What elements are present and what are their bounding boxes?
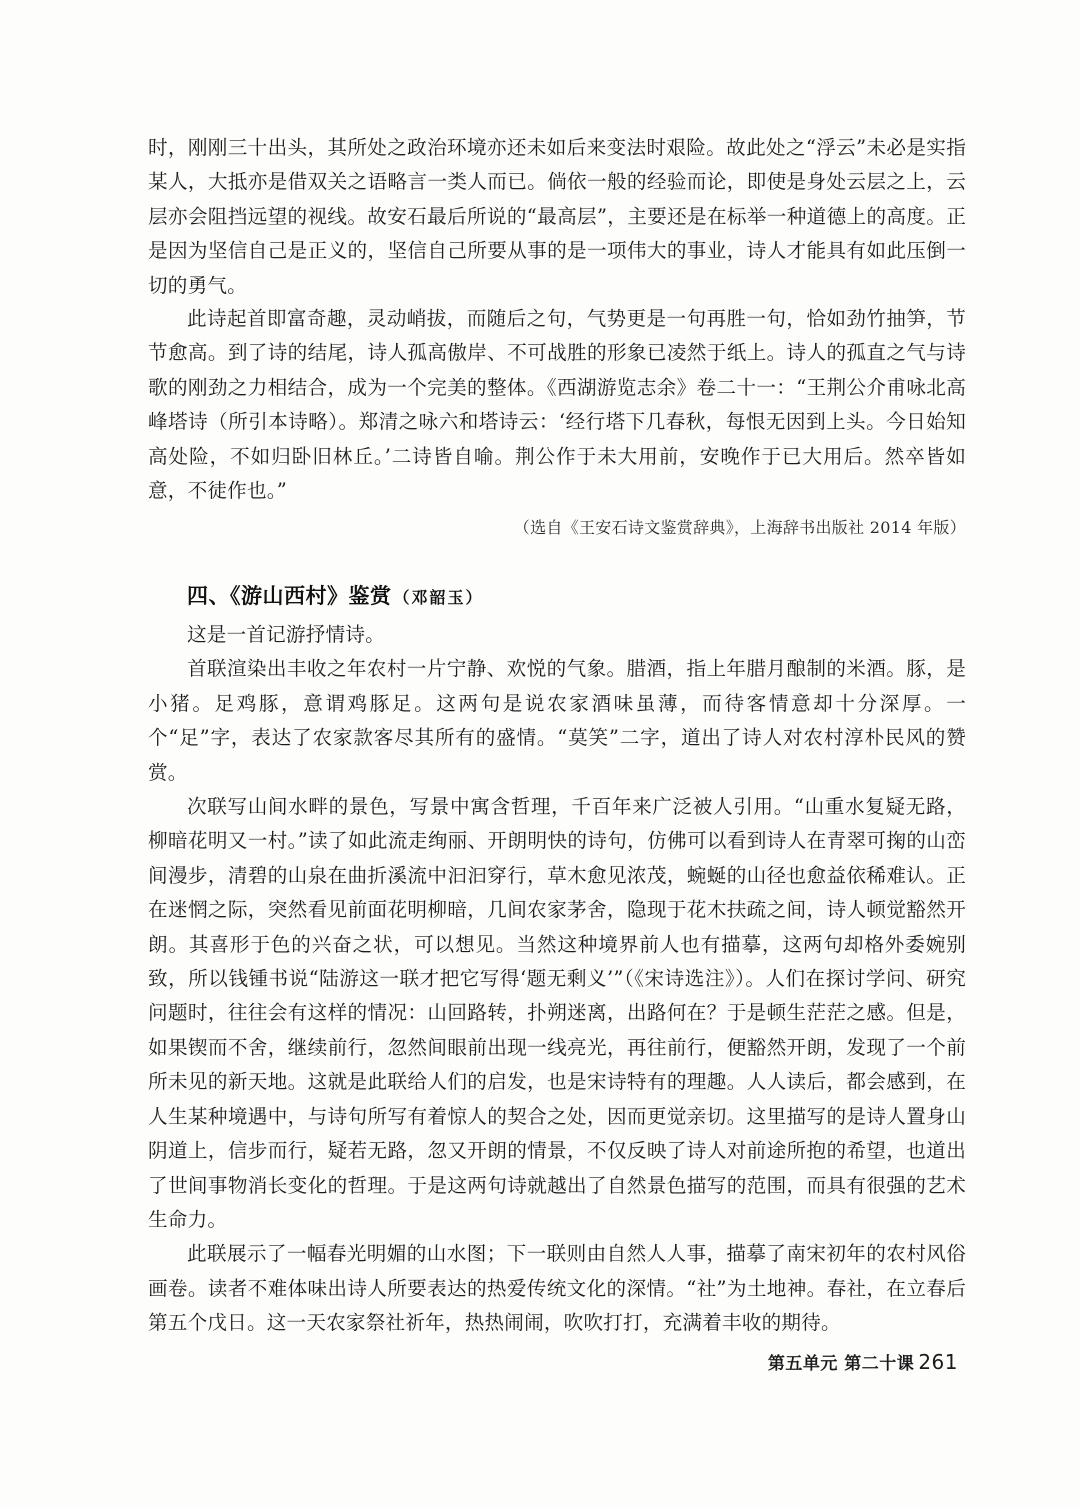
section-heading <box>187 581 484 613</box>
section-author: （邓韶玉） <box>393 588 484 607</box>
body-paragraph: 时，刚刚三十出头，其所处之政治环境亦还未如后来变法时艰险。故此处之“浮云”未必是实指某人，大抵亦是借双关之语略言一类人而已。倘依一般的经验而论，即使是身处云层之上，云层亦会阻挡远望的视线。故安石最后所说的“最高层”，主要还是在标举一种道德上的高度。正是因为坚信自己是正义的，坚信自己所要从事的是一项伟大的事业，诗人才能具有如此压倒一切的勇气。 <box>148 136 966 297</box>
section-body <box>148 618 966 1341</box>
continued-paragraph <box>148 131 966 303</box>
commentary-paragraph <box>148 302 966 508</box>
page-footer <box>768 1347 958 1379</box>
unit-lesson-label: 第五单元 第二十课 <box>767 1354 915 1374</box>
section-title: 四、《游山西村》鉴赏 <box>187 584 392 608</box>
body-paragraph: 次联写山间水畔的景色，写景中寓含哲理，千百年来广泛被人引用。“山重水复疑无路，柳暗花明又一村。”读了如此流走绚丽、开朗明快的诗句，仿佛可以看到诗人在青翠可掬的山峦间漫步，清碧的山泉在曲折溪流中汩汩穿行，草木愈见浓茂，蜿蜒的山径也愈益依稀难认。正在迷惘之际，突然看见前面花明柳暗，几间农家茅舍，隐现于花木扶疏之间，诗人顿觉豁然开朗。其喜形于色的兴奋之状，可以想见。当然这种境界前人也有描摹，这两句却格外委婉别致，所以钱锺书说“陆游这一联才把它写得‘题无剩义’”（《宋诗选注》）。人们在探讨学问、研究问题时，往往会有这样的情况：山回路转，扑朔迷离，出路何在？于是顿生茫茫之感。但是，如果锲而不舍，继续前行，忽然间眼前出现一线亮光，再往前行，便豁然开朗，发现了一个前所未见的新天地。这就是此联给人们的启发，也是宋诗特有的理趣。人人读后，都会感到，在人生某种境遇中，与诗句所写有着惊人的契合之处，因而更觉亲切。这里描写的是诗人置身山阴道上，信步而行，疑若无路，忽又开朗的情景，不仅反映了诗人对前途所抱的希望，也道出了世间事物消长变化的哲理。于是这两句诗就越出了自然景色描写的范围，而具有很强的艺术生命力。 <box>148 795 966 1231</box>
body-paragraph: 此联展示了一幅春光明媚的山水图；下一联则由自然人人事，描摹了南宋初年的农村风俗画卷。读者不难体味出诗人所要表达的热爱传统文化的深情。“社”为土地神。春社，在立春后第五个戊日。这一天农家祭社祈年，热热闹闹，吹吹打打，充满着丰收的期待。 <box>148 1242 966 1335</box>
page-number: 261 <box>918 1350 958 1374</box>
source-citation: （选自《王安石诗文鉴赏辞典》，上海辞书出版社 2014 年版） <box>513 518 966 537</box>
body-paragraph: 这是一首记游抒情诗。 <box>187 623 385 646</box>
body-paragraph: 此诗起首即富奇趣，灵动峭拔，而随后之句，气势更是一句再胜一句，恰如劲竹抽笋，节节愈高。到了诗的结尾，诗人孤高傲岸、不可战胜的形象已凌然于纸上。诗人的孤直之气与诗歌的刚劲之力相结合，成为一个完美的整体。《西湖游览志余》卷二十一：“王荆公介甫咏北高峰塔诗（所引本诗略）。郑清之咏六和塔诗云：‘经行塔下几春秋，每恨无因到上头。今日始知高处险，不如归卧旧林丘。’二诗皆自喻。荆公作于未大用前，安晚作于已大用后。然卒皆如意，不徒作也。” <box>148 307 966 503</box>
body-paragraph: 首联渲染出丰收之年农村一片宁静、欢悦的气象。腊酒，指上年腊月酿制的米酒。豚，是小猪。足鸡豚，意谓鸡豚足。这两句是说农家酒味虽薄，而待客情意却十分深厚。一个“足”字，表达了农家款客尽其所有的盛情。“莫笑”二字，道出了诗人对农村淳朴民风的赞赏。 <box>148 657 966 784</box>
